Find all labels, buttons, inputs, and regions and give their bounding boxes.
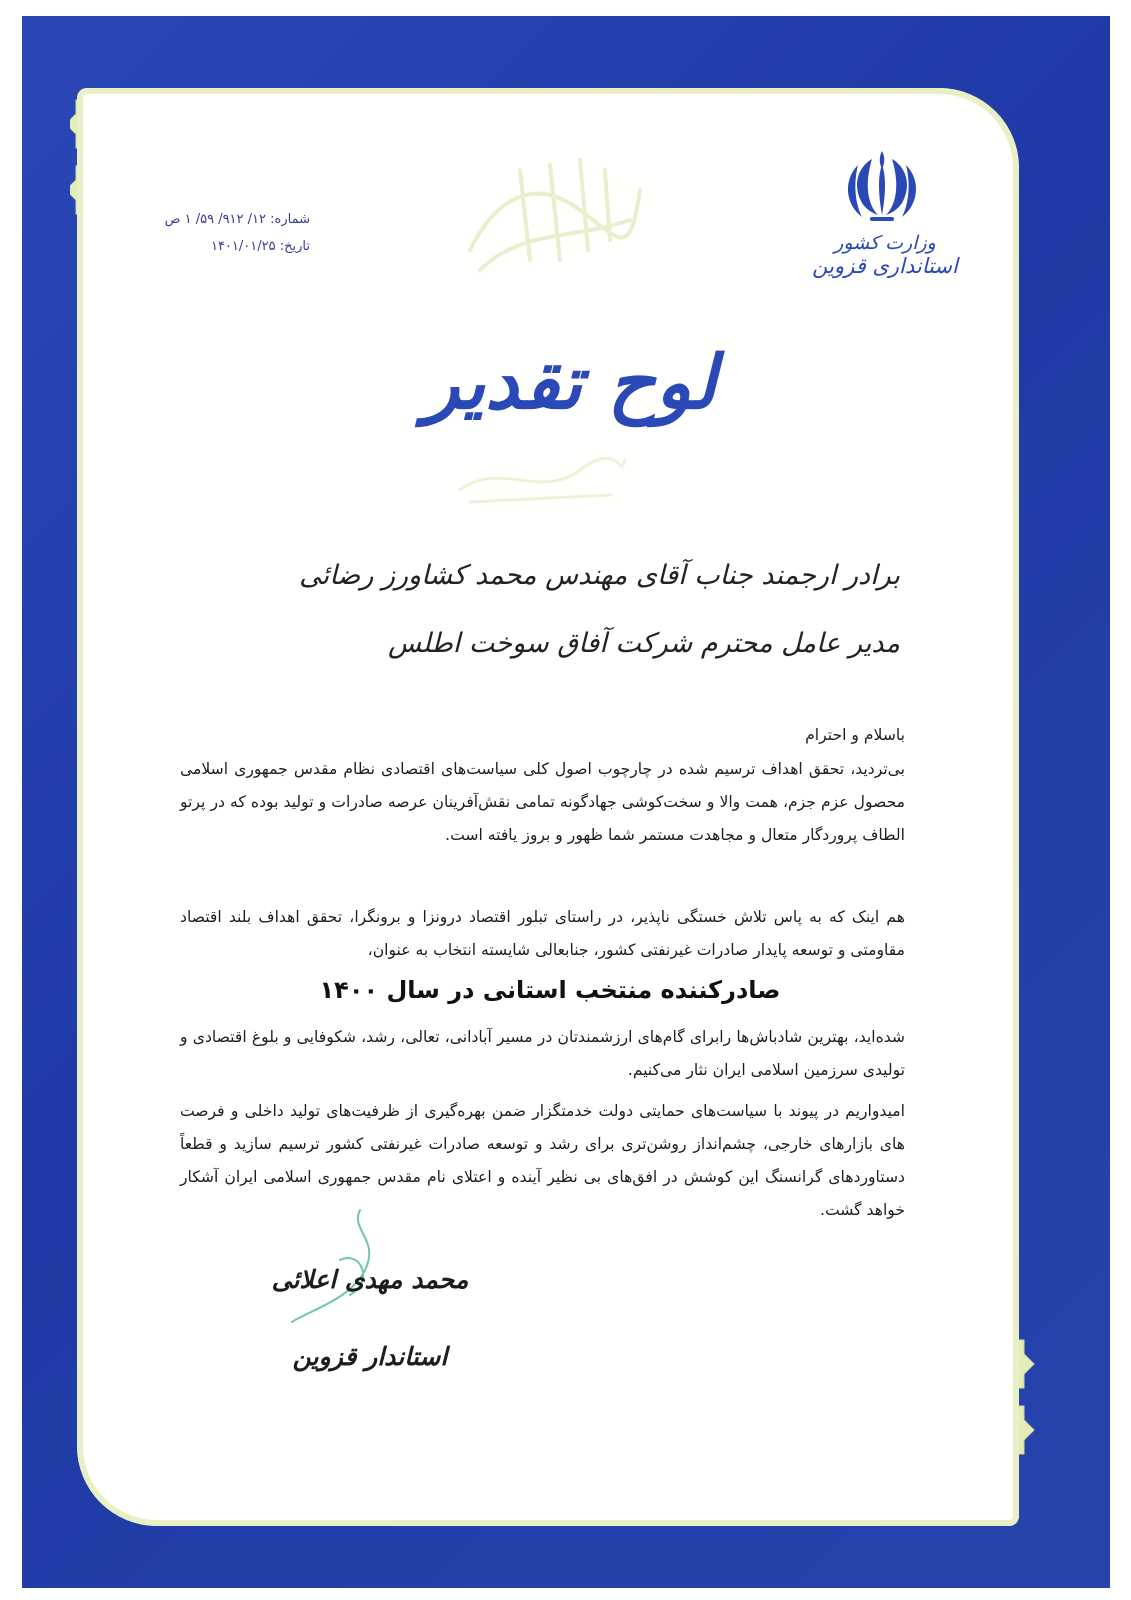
award-headline: صادرکننده منتخب استانی در سال ۱۴۰۰ — [319, 976, 781, 1004]
ministry-block — [800, 140, 970, 278]
paragraph-4: امیدواریم در پیوند با سیاست‌های حمایتی دولت خدمتگزار ضمن بهره‌گیری از ظرفیت‌های تولید داخلی و فرصت های بازارهای خارجی، چشم‌انداز روشن‌تری برای رشد و توسعه صادرات غیرنفتی کشور ترسیم سازید و قطعاً دستاوردهای گرانسنگ این کوشش در افق‌های بی نظیر آینده و اعتلای نام مقدس جمهوری اسلامی ایران آشکار خواهد گشت. — [180, 1102, 905, 1219]
paragraph-3: شده‌اید، بهترین شادباش‌ها رابرای گام‌های ارزشمندتان در مسیر آبادانی، تعالی، رشد، شکوفایی و بلوغ اقتصادی و تولیدی سرزمین اسلامی ایران نثار می‌کنیم. — [180, 1028, 905, 1079]
governorate-name: استانداری قزوین — [812, 254, 958, 278]
letter-date: تاریخ: ۱۴۰۱/۰۱/۲۵ — [210, 239, 310, 254]
addressee-name: برادر ارجمند جناب آقای مهندس محمد کشاورز رضائی — [299, 560, 900, 591]
greeting: باسلام و احترام — [805, 726, 905, 744]
secondary-watermark — [450, 440, 630, 510]
signer-name: محمد مهدی اعلائی — [271, 1265, 469, 1294]
paragraph-2: هم اینک که به پاس تلاش خستگی ناپذیر، در راستای تبلور اقتصاد درونزا و برونگرا، تحقق اهداف بلند اقتصاد مقاومتی و توسعه پایدار صادرات غیرنفتی کشور، جنابعالی شایسته انتخاب به عنوان، — [180, 908, 905, 959]
paragraph-1: بی‌تردید، تحقق اهداف ترسیم شده در چارچوب اصول کلی سیاست‌های اقتصادی نظام مقدس جمهوری اسلامی محصول عزم جزم، همت والا و سخت‌کوشی جهادگونه تمامی نقش‌آفرینان عرصه صادرات و تولید بوده که در پرتو الطاف پروردگار متعال و مجاهدت مستمر شما ظهور و بروز یافته است. — [180, 760, 905, 844]
ministry-name: وزارت کشور — [834, 232, 936, 254]
bismillah-watermark — [460, 150, 650, 290]
addressee-position: مدیر عامل محترم شرکت آفاق سوخت اطلس — [387, 628, 900, 659]
letter-number: شماره: ۱۲/ ۹۱۲/ ۵۹/ ۱ ص — [164, 212, 310, 227]
reference-block — [160, 206, 310, 260]
signer-title: استاندار قزوین — [292, 1342, 448, 1371]
certificate-title: لوح تقدیر — [423, 340, 717, 426]
